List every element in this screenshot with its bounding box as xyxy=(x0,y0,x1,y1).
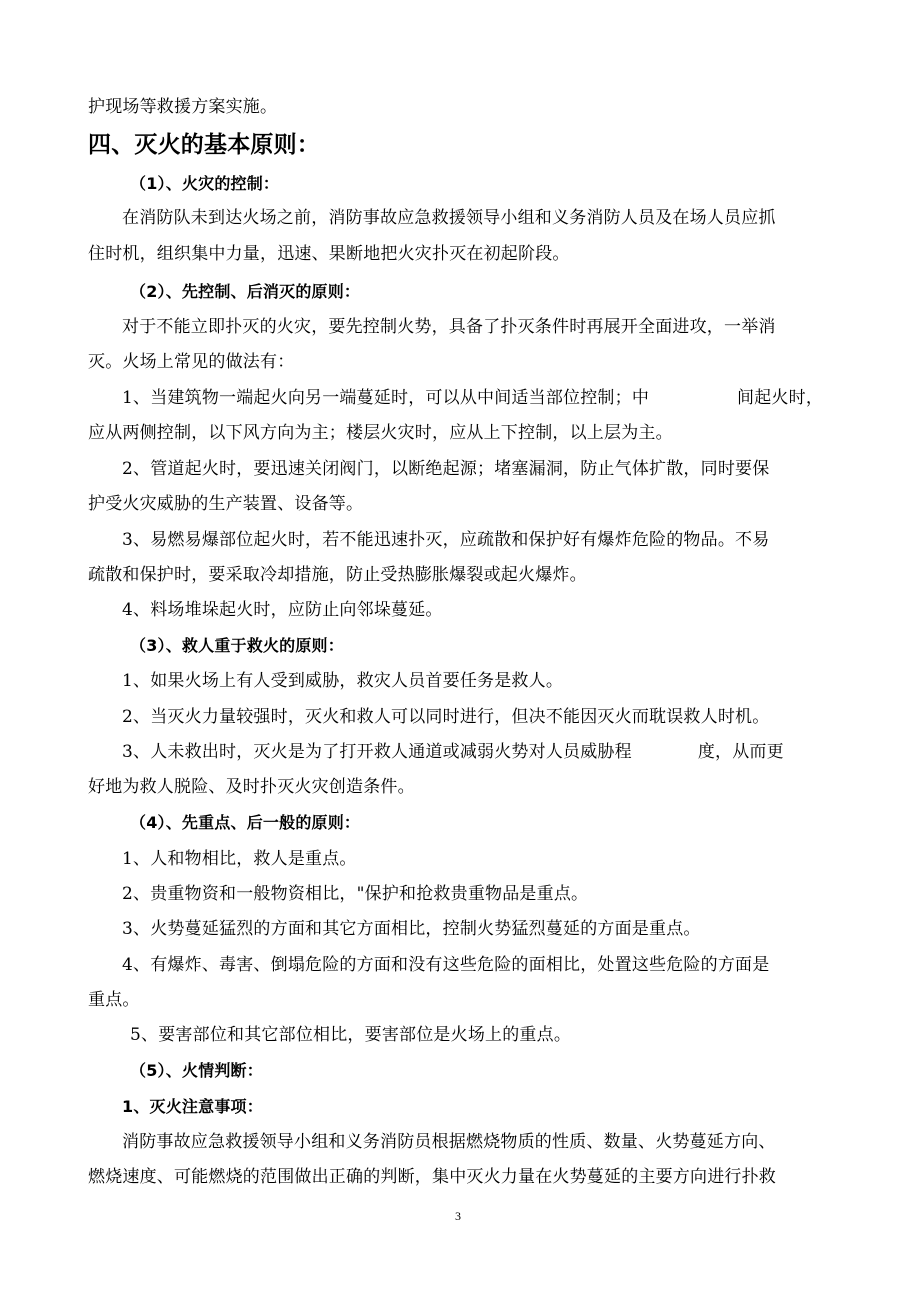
paragraph-line: 消防事故应急救援领导小组和义务消防员根据燃烧物质的性质、数量、火势蔓延方向、 xyxy=(122,1132,776,1152)
list-item-line: 3、易燃易爆部位起火时，若不能迅速扑灭，应疏散和保护好有爆炸危险的物品。不易 xyxy=(122,530,770,550)
list-item-line: 好地为救人脱险、及时扑灭火灾创造条件。 xyxy=(88,777,415,797)
subsection-heading: （3）、救人重于救火的原则： xyxy=(130,636,344,655)
list-item-line: 3、火势蔓延猛烈的方面和其它方面相比，控制火势猛烈蔓延的方面是重点。 xyxy=(122,919,701,939)
paragraph-line: 对于不能立即扑灭的火灾，要先控制火势，具备了扑灭条件时再展开全面进攻，一举消 xyxy=(122,317,776,337)
list-item-line xyxy=(122,741,784,763)
subsection-heading: （5）、火情判断： xyxy=(130,1061,263,1080)
list-item-line: 2、当灭火力量较强时，灭火和救人可以同时进行，但决不能因灭火而耽误救人时机。 xyxy=(122,707,770,727)
list-item-line: 应从两侧控制，以下风方向为主；楼层火灾时，应从上下控制，以上层为主。 xyxy=(88,423,673,443)
subsection-heading: （2）、先控制、后消灭的原则： xyxy=(130,282,361,301)
paragraph-line: 灭。火场上常见的做法有： xyxy=(88,352,295,372)
list-item-line: 4、料场堆垛起火时，应防止向邻垛蔓延。 xyxy=(122,600,443,620)
list-item-text: 间起火时， xyxy=(737,388,824,408)
list-item-text: 3、人未救出时，灭火是为了打开救人通道或减弱火势对人员威胁程 xyxy=(122,742,632,762)
paragraph-line: 护现场等救援方案实施。 xyxy=(88,97,278,117)
list-item-line: 5、要害部位和其它部位相比，要害部位是火场上的重点。 xyxy=(130,1025,572,1045)
list-item-text: 度，从而更 xyxy=(697,742,784,762)
list-item-line: 1、人和物相比，救人是重点。 xyxy=(122,849,357,869)
list-item-line: 2、管道起火时，要迅速关闭阀门，以断绝起源；堵塞漏洞，防止气体扩散，同时要保 xyxy=(122,459,770,479)
list-item-line: 疏散和保护时，要采取冷却措施，防止受热膨胀爆裂或起火爆炸。 xyxy=(88,565,587,585)
paragraph-line: 住时机，组织集中力量，迅速、果断地把火灾扑灭在初起阶段。 xyxy=(88,244,570,264)
list-item-line: 4、有爆炸、毒害、倒塌危险的方面和没有这些危险的面相比，处置这些危险的方面是 xyxy=(122,955,770,975)
paragraph-line: 燃烧速度、可能燃烧的范围做出正确的判断，集中灭火力量在火势蔓延的主要方向进行扑救 xyxy=(88,1167,776,1187)
subsection-heading: 1、灭火注意事项： xyxy=(122,1097,263,1116)
list-item-line: 重点。 xyxy=(88,990,140,1010)
subsection-heading: （4）、先重点、后一般的原则： xyxy=(130,813,361,832)
section-heading: 四、灭火的基本原则： xyxy=(88,132,320,158)
list-item-line: 护受火灾威胁的生产装置、设备等。 xyxy=(88,494,364,514)
list-item-line xyxy=(122,387,823,409)
list-item-line: 1、如果火场上有人受到威胁，救灾人员首要任务是救人。 xyxy=(122,671,564,691)
paragraph-line: 在消防队未到达火场之前，消防事故应急救援领导小组和义务消防人员及在场人员应抓 xyxy=(122,208,776,228)
subsection-heading: （1）、火灾的控制： xyxy=(130,174,280,193)
page-number: 3 xyxy=(455,1209,461,1223)
list-item-text: 1、当建筑物一端起火向另一端蔓延时，可以从中间适当部位控制；中 xyxy=(122,388,650,408)
list-item-line: 2、贵重物资和一般物资相比，"保护和抢救贵重物品是重点。 xyxy=(122,884,589,904)
